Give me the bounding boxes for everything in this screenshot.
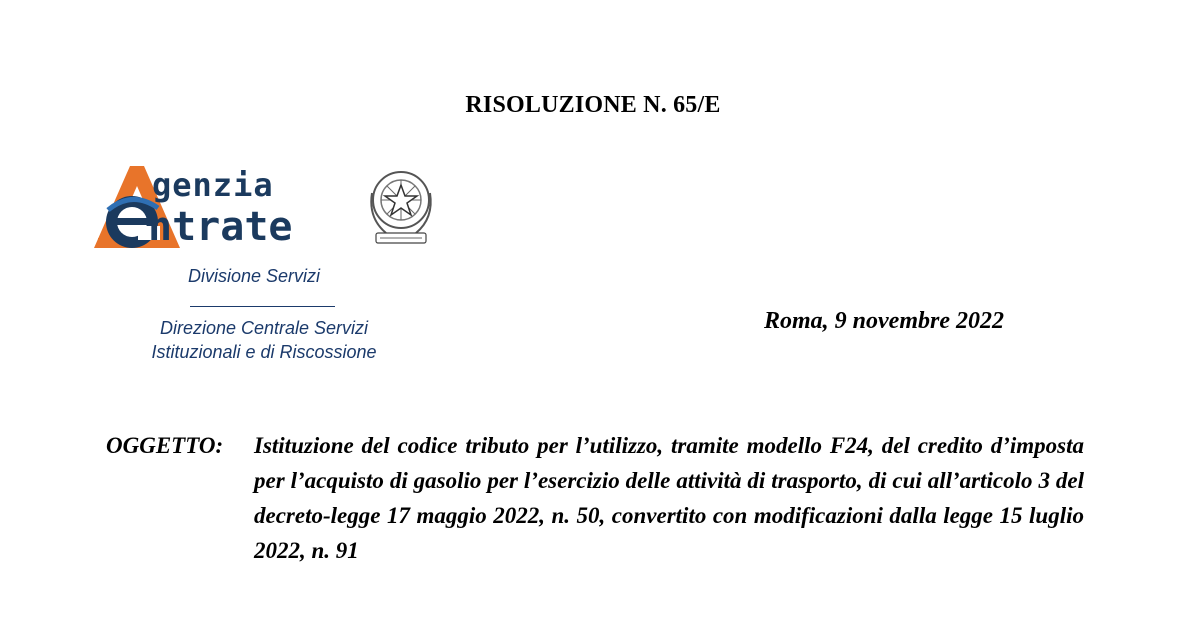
direction-line-1: Direzione Centrale Servizi bbox=[159, 318, 369, 338]
subject-text: Istituzione del codice tributo per l’utilizzo, tramite modello F24, del credito d’imposta per l’acquisto di gasolio per l’esercizio delle attività di trasporto, di cui all’articolo 3 del decreto-legge 17 maggio 2022, n. 50, convertito con modificazioni dalla legge 15 luglio 2022, n. 91 bbox=[254, 433, 1084, 563]
sender-divider bbox=[190, 306, 335, 307]
place-and-date: Roma, 9 novembre 2022 bbox=[764, 308, 1004, 334]
division-name: Divisione Servizi bbox=[188, 266, 321, 286]
logo-text-entrate: ntrate bbox=[148, 204, 293, 250]
italian-republic-emblem-icon bbox=[364, 163, 438, 249]
direction-name bbox=[128, 316, 400, 364]
direction-line-2: Istituzionali e di Riscossione bbox=[151, 342, 377, 362]
logo-text-agenzia: genzia bbox=[152, 166, 274, 204]
agenzia-entrate-logo bbox=[88, 160, 448, 255]
resolution-title: RISOLUZIONE N. 65/E bbox=[465, 92, 721, 118]
subject-label: OGGETTO: bbox=[106, 433, 224, 458]
